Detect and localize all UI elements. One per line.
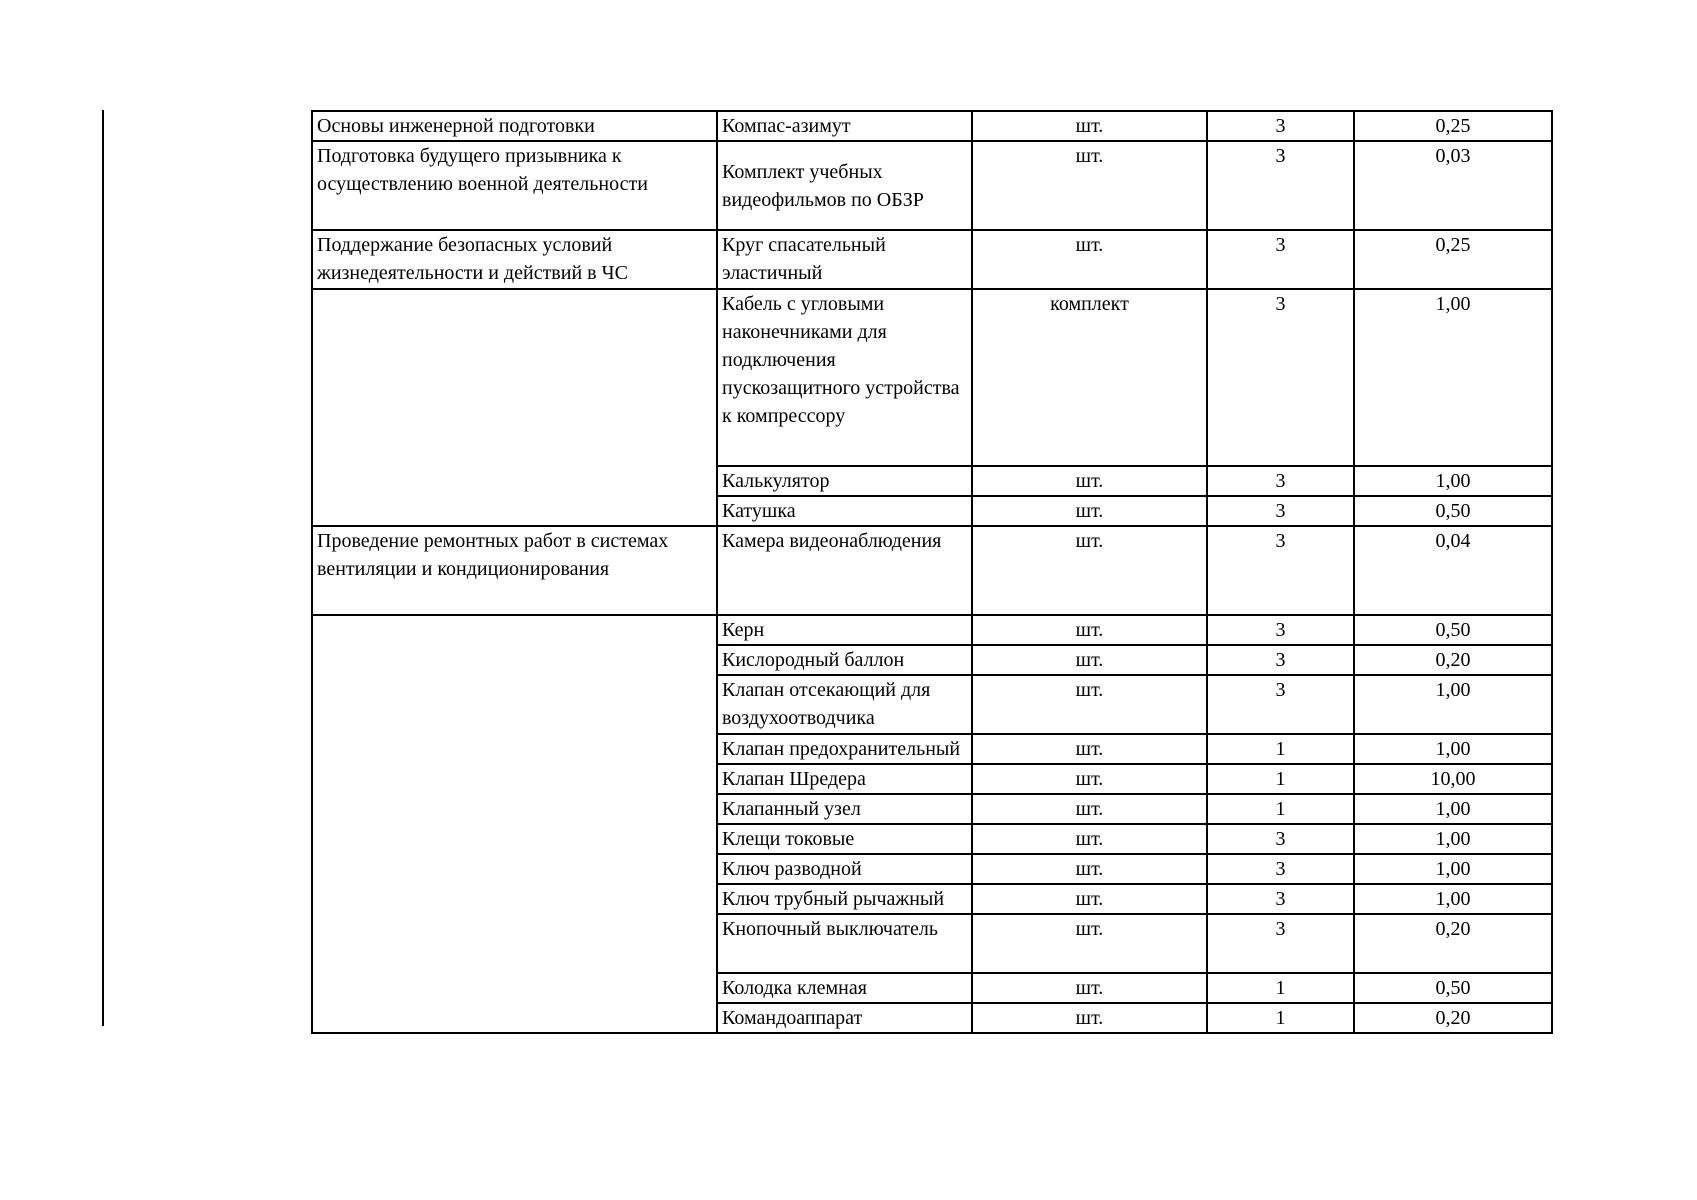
qty-cell: 3 bbox=[1207, 824, 1354, 854]
value-cell: 0,04 bbox=[1354, 526, 1552, 615]
unit-cell: шт. bbox=[972, 466, 1207, 496]
qty-cell: 3 bbox=[1207, 526, 1354, 615]
value-cell: 0,25 bbox=[1354, 230, 1552, 289]
item-cell: Колодка клемная bbox=[717, 973, 972, 1003]
value-cell: 10,00 bbox=[1354, 764, 1552, 794]
table-row bbox=[312, 526, 1552, 615]
qty-cell: 1 bbox=[1207, 794, 1354, 824]
value-cell: 1,00 bbox=[1354, 734, 1552, 764]
unit-cell: шт. bbox=[972, 854, 1207, 884]
qty-cell: 3 bbox=[1207, 141, 1354, 230]
unit-cell: шт. bbox=[972, 734, 1207, 764]
item-cell: Клапан предохранительный bbox=[717, 734, 972, 764]
qty-cell: 3 bbox=[1207, 645, 1354, 675]
value-cell: 0,25 bbox=[1354, 111, 1552, 141]
item-cell: Клапан отсекающий для воздухоотводчика bbox=[717, 675, 972, 734]
value-cell: 1,00 bbox=[1354, 854, 1552, 884]
section-cell: Основы инженерной подготовки bbox=[312, 111, 717, 141]
left-margin-rule bbox=[102, 110, 104, 1026]
item-cell: Ключ разводной bbox=[717, 854, 972, 884]
item-cell: Кабель с угловыми наконечниками для подключения пускозащитного устройства к компрессору bbox=[717, 289, 972, 466]
item-cell: Комплект учебных видеофильмов по ОБЗР bbox=[717, 141, 972, 230]
qty-cell: 3 bbox=[1207, 675, 1354, 734]
unit-cell: шт. bbox=[972, 884, 1207, 914]
value-cell: 1,00 bbox=[1354, 824, 1552, 854]
unit-cell: шт. bbox=[972, 973, 1207, 1003]
item-cell: Клещи токовые bbox=[717, 824, 972, 854]
value-cell: 1,00 bbox=[1354, 675, 1552, 734]
value-cell: 0,50 bbox=[1354, 615, 1552, 645]
item-cell: Керн bbox=[717, 615, 972, 645]
section-cell: Подготовка будущего призывника к осуществлению военной деятельности bbox=[312, 141, 717, 230]
value-cell: 1,00 bbox=[1354, 794, 1552, 824]
table-row bbox=[312, 141, 1552, 230]
table-row bbox=[312, 230, 1552, 289]
qty-cell: 1 bbox=[1207, 1003, 1354, 1033]
value-cell: 1,00 bbox=[1354, 466, 1552, 496]
value-cell: 1,00 bbox=[1354, 884, 1552, 914]
qty-cell: 1 bbox=[1207, 764, 1354, 794]
value-cell: 0,50 bbox=[1354, 496, 1552, 526]
unit-cell: шт. bbox=[972, 230, 1207, 289]
qty-cell: 3 bbox=[1207, 615, 1354, 645]
qty-cell: 3 bbox=[1207, 289, 1354, 466]
item-cell: Командоаппарат bbox=[717, 1003, 972, 1033]
section-cell: Поддержание безопасных условий жизнедеятельности и действий в ЧС bbox=[312, 230, 717, 289]
item-cell: Ключ трубный рычажный bbox=[717, 884, 972, 914]
item-cell: Клапан Шредера bbox=[717, 764, 972, 794]
item-cell: Компас-азимут bbox=[717, 111, 972, 141]
unit-cell: шт. bbox=[972, 141, 1207, 230]
unit-cell: шт. bbox=[972, 914, 1207, 973]
unit-cell: шт. bbox=[972, 526, 1207, 615]
qty-cell: 1 bbox=[1207, 734, 1354, 764]
qty-cell: 3 bbox=[1207, 111, 1354, 141]
equipment-table bbox=[311, 110, 1553, 1034]
item-cell: Кнопочный выключатель bbox=[717, 914, 972, 973]
unit-cell: шт. bbox=[972, 675, 1207, 734]
qty-cell: 1 bbox=[1207, 973, 1354, 1003]
qty-cell: 3 bbox=[1207, 914, 1354, 973]
item-cell: Клапанный узел bbox=[717, 794, 972, 824]
unit-cell: шт. bbox=[972, 824, 1207, 854]
unit-cell: шт. bbox=[972, 615, 1207, 645]
unit-cell: шт. bbox=[972, 496, 1207, 526]
unit-cell: шт. bbox=[972, 794, 1207, 824]
qty-cell: 3 bbox=[1207, 496, 1354, 526]
value-cell: 0,20 bbox=[1354, 645, 1552, 675]
value-cell: 0,20 bbox=[1354, 1003, 1552, 1033]
qty-cell: 3 bbox=[1207, 230, 1354, 289]
item-cell: Камера видеонаблюдения bbox=[717, 526, 972, 615]
value-cell: 0,03 bbox=[1354, 141, 1552, 230]
item-cell: Круг спасательный эластичный bbox=[717, 230, 972, 289]
table-row bbox=[312, 289, 1552, 466]
table-row bbox=[312, 111, 1552, 141]
section-cell: Проведение ремонтных работ в системах вентиляции и кондиционирования bbox=[312, 526, 717, 615]
table-row bbox=[312, 615, 1552, 645]
qty-cell: 3 bbox=[1207, 884, 1354, 914]
item-cell: Калькулятор bbox=[717, 466, 972, 496]
value-cell: 0,20 bbox=[1354, 914, 1552, 973]
unit-cell: шт. bbox=[972, 645, 1207, 675]
section-cell bbox=[312, 289, 717, 526]
item-cell: Кислородный баллон bbox=[717, 645, 972, 675]
unit-cell: шт. bbox=[972, 1003, 1207, 1033]
value-cell: 0,50 bbox=[1354, 973, 1552, 1003]
unit-cell: шт. bbox=[972, 111, 1207, 141]
section-cell bbox=[312, 615, 717, 1033]
qty-cell: 3 bbox=[1207, 466, 1354, 496]
item-cell: Катушка bbox=[717, 496, 972, 526]
qty-cell: 3 bbox=[1207, 854, 1354, 884]
unit-cell: шт. bbox=[972, 764, 1207, 794]
unit-cell: комплект bbox=[972, 289, 1207, 466]
value-cell: 1,00 bbox=[1354, 289, 1552, 466]
